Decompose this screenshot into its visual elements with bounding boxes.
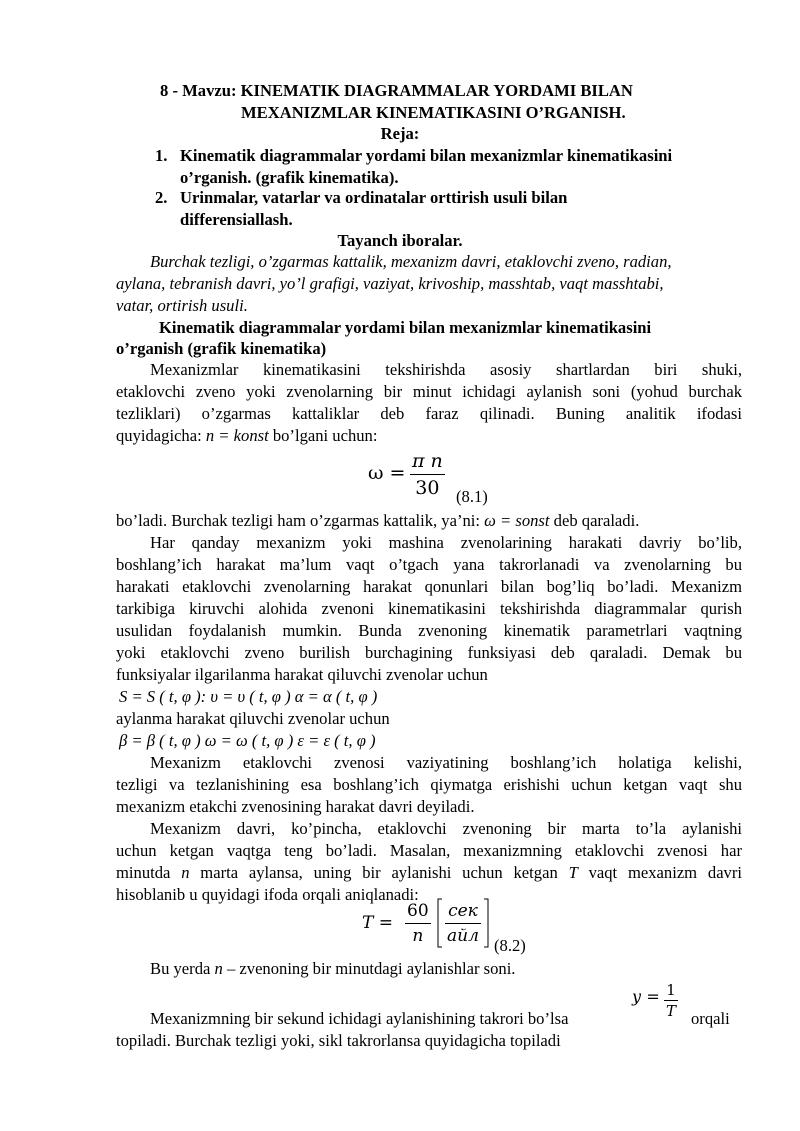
eq2-denominator: n xyxy=(412,926,424,946)
para2-line2: boshlang’ich harakat ma’lum vaqt o’tgach yana takrorlanadi va zvenolarning bu xyxy=(116,555,742,574)
section-heading-line1: Kinematik diagrammalar yordami bilan mexanizmlar kinematikasini xyxy=(159,318,652,337)
para2-line3: harakati etaklovchi zvenolarning harakat qonunlari bilan bog’liq bo’ladi. Mexanizm xyxy=(116,577,742,596)
eq1-label: (8.1) xyxy=(456,487,488,506)
eq2-fraction xyxy=(405,899,431,948)
eq2-label: (8.2) xyxy=(494,936,526,955)
freq-fraction xyxy=(664,980,678,1021)
freq-numerator: 1 xyxy=(664,980,678,1001)
rotational-label: aylanma harakat qiluvchi zvenolar uchun xyxy=(116,709,390,728)
para2-line5: usulidan foydalanish mumkin. Bunda zvenoning kinematik parametrlari vaqtning xyxy=(116,621,742,640)
formula-linear: S = S ( t, φ ): υ = υ ( t, φ ) α = α ( t, φ ) xyxy=(119,687,378,706)
formula-rotational: β = β ( t, φ ) ω = ω ( t, φ ) ε = ε ( t, φ ) xyxy=(119,731,376,750)
last-line: topiladi. Burchak tezligi yoki, sikl takrorlansa quyidagicha topiladi xyxy=(116,1031,561,1050)
para3-line1: Mexanizm etaklovchi zvenosi vaziyatining boshlang’ich holatiga kelishi, xyxy=(150,753,742,772)
section-heading-line2: o’rganish (grafik kinematika) xyxy=(116,339,327,358)
para4-line2: uchun ketgan vaqtga teng bo’ladi. Masalan, mexanizmning etaklovchi zvenosi har xyxy=(116,841,742,860)
keywords-line3: vatar, ortirish usuli. xyxy=(116,296,248,315)
para1-line4: quyidagicha: n = konst bo’lgani uchun: xyxy=(116,426,378,445)
eq2-unit-numerator: сек xyxy=(445,899,481,924)
plan-item-1-number: 1. xyxy=(155,146,168,165)
plan-item-2-number: 2. xyxy=(155,188,168,207)
topic-title-line2: MEXANIZMLAR KINEMATIKASINI O’RGANISH. xyxy=(241,103,626,122)
topic-title-line1: 8 - Mavzu: KINEMATIK DIAGRAMMALAR YORDAMI BILAN xyxy=(160,81,633,100)
eq2-unit-denominator: айл xyxy=(447,926,479,946)
para2-line1: Har qanday mexanizm yoki mashina zvenolarining harakati davriy bo’lib, xyxy=(150,533,742,552)
freq-line-suffix: orqali xyxy=(691,1009,730,1028)
after-eq1-line: bo’ladi. Burchak tezligi ham o’zgarmas kattalik, ya’ni: ω = sonst deb qaraladi. xyxy=(116,511,640,530)
plan-item-1-line1: Kinematik diagrammalar yordami bilan mexanizmlar kinematikasini xyxy=(180,146,673,165)
eq1-numerator: π n xyxy=(410,448,445,475)
eq2-numerator: 60 xyxy=(405,899,431,924)
para2-line7: funksiyalar ilgarilanma harakat qiluvchi zvenolar uchun xyxy=(116,665,488,684)
para3-line3: mexanizm etakchi zvenosining harakat davri deyiladi. xyxy=(116,797,475,816)
para4-line4: hisoblanib u quyidagi ifoda orqali aniqlanadi: xyxy=(116,885,419,904)
eq2-unit-fraction xyxy=(445,899,481,948)
eq1-lhs: ω = xyxy=(368,462,406,484)
para1-line3: tezliklari) o’zgarmas kattaliklar deb faraz qilinadi. Buning analitik ifodasi xyxy=(116,404,742,423)
eq1-denominator: 30 xyxy=(415,477,440,499)
para3-line2: tezligi va tezlanishining esa boshlang’ich qiymatga erishishi uchun ketgan vaqt shu xyxy=(116,775,742,794)
plan-item-2-line1: Urinmalar, vatarlar va ordinatalar orttirish usuli bilan xyxy=(180,188,568,207)
where-line: Bu yerda n – zvenoning bir minutdagi aylanishlar soni. xyxy=(150,959,516,978)
keywords-line1: Burchak tezligi, o’zgarmas kattalik, mexanizm davri, etaklovchi zveno, radian, xyxy=(150,252,672,271)
freq-line-text: Mexanizmning bir sekund ichidagi aylanishining takrori bo’lsa xyxy=(150,1009,569,1028)
eq2-lhs: T = xyxy=(362,913,393,933)
para2-line4: tarkibiga kiruvchi alohida zvenoni kinematikasini tekshirishda diagrammalar qurish xyxy=(116,599,742,618)
para1-line2: etaklovchi zveno yoki zvenolarning bir minut ichidagi aylanish soni (yohud burchak xyxy=(116,382,742,401)
freq-lhs: у = xyxy=(632,987,660,1006)
freq-denominator: T xyxy=(666,1002,677,1020)
para4-line3: minutda n marta aylansa, uning bir aylanishi uchun ketgan T vaqt mexanizm davri xyxy=(116,863,742,882)
plan-item-1-line2: o’rganish. (grafik kinematika). xyxy=(180,168,399,187)
eq1-fraction xyxy=(410,448,445,501)
para1-line1: Mexanizmlar kinematikasini tekshirishda asosiy shartlardan biri shuki, xyxy=(150,360,742,379)
keywords-heading: Tayanch iboralar. xyxy=(337,231,463,250)
keywords-line2: aylana, tebranish davri, yo’l grafigi, vaziyat, krivoship, masshtab, vaqt masshtabi, xyxy=(116,274,664,293)
para2-line6: yoki etaklovchi zveno burilish burchagining funksiyasi deb qaraladi. Demak bu xyxy=(116,643,742,662)
para4-line1: Mexanizm davri, ko’pincha, etaklovchi zvenoning bir marta to’la aylanishi xyxy=(150,819,742,838)
plan-item-2-line2: differensiallash. xyxy=(180,210,293,229)
plan-heading: Reja: xyxy=(380,124,420,143)
